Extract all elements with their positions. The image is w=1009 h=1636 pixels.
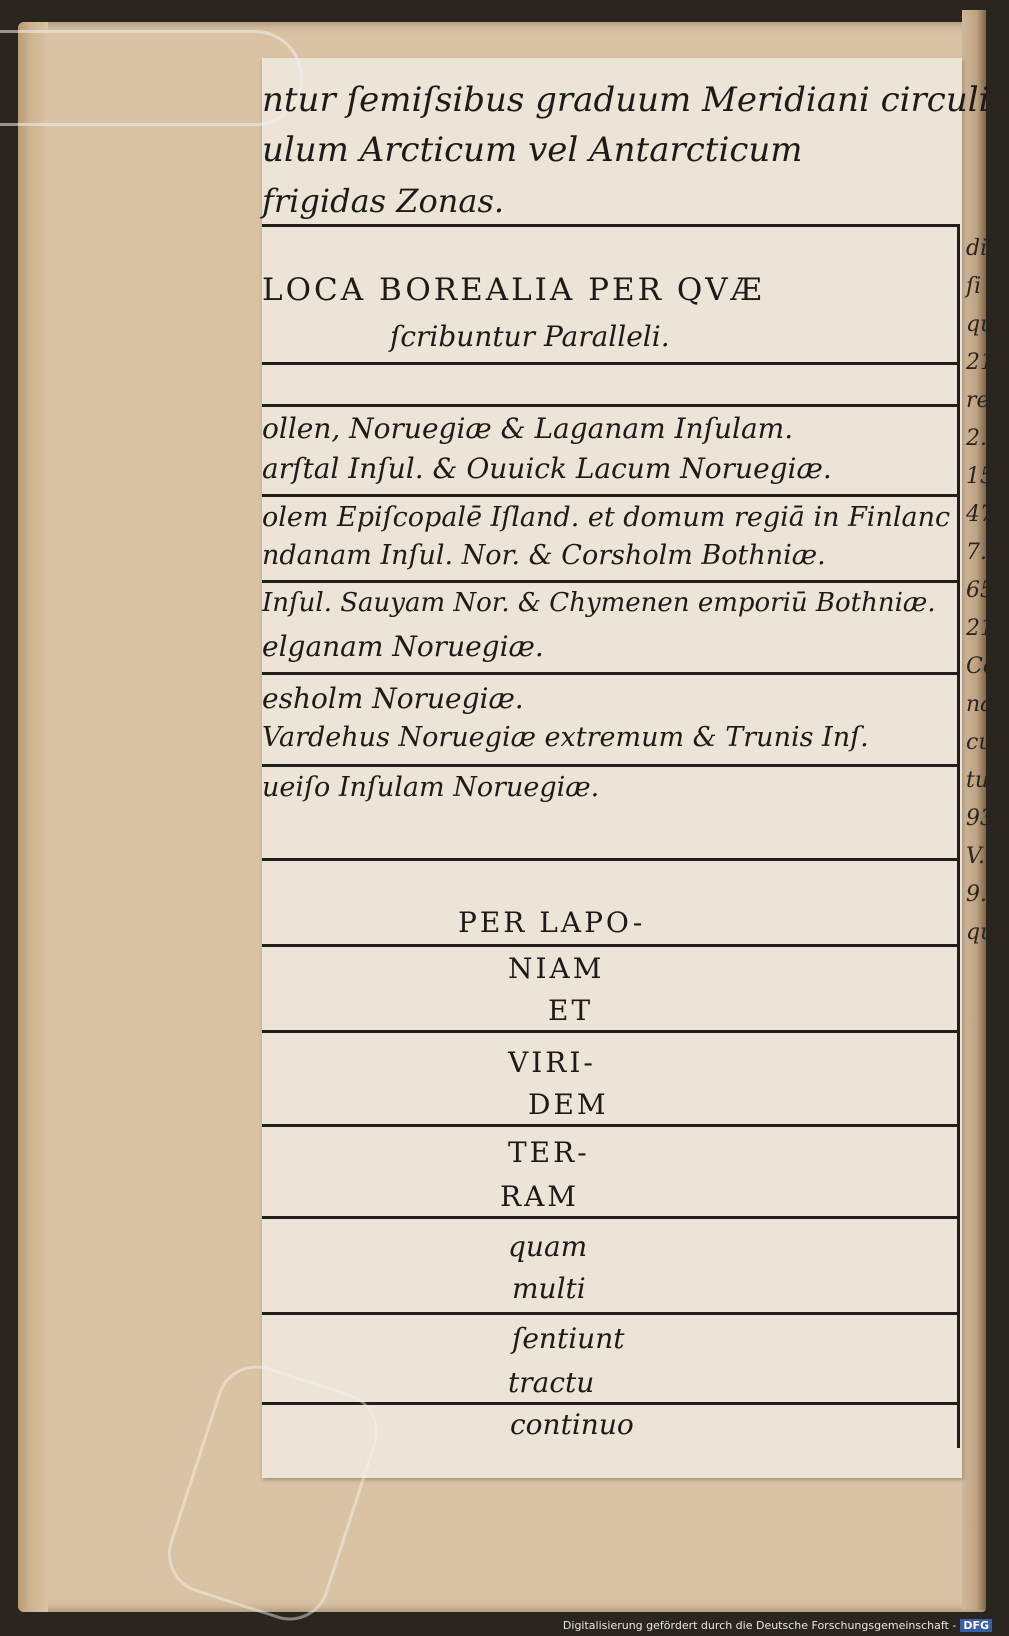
margin-fragment: cu [966,730,993,755]
lower-word: tractu [508,1366,595,1399]
table-rule [262,1312,960,1315]
margin-fragment: 47 [966,502,994,527]
table-rule [262,1124,960,1127]
page-edge-left [18,22,48,1612]
margin-fragment: 9. T [966,882,1009,907]
table-rule [262,1216,960,1219]
lower-word: RAM [500,1180,579,1213]
entry: ueiſo Inſulam Noruegiæ. [262,772,600,803]
dfg-logo: DFG [960,1619,992,1632]
table-rule [262,1030,960,1033]
margin-fragment: na [966,692,994,717]
header-line: ulum Arcticum vel Antarcticum [262,130,803,170]
table-right-border [957,226,960,1448]
lower-title: PER LAPO- [458,906,646,939]
lower-word: ET [548,994,594,1027]
entry: ndanam Inſul. Nor. & Corsholm Bothniæ. [262,540,826,571]
lower-word: VIRI- [508,1046,596,1079]
credit-text: Digitalisierung gefördert durch die Deutsche Forschungsgemeinschaft - [562,1619,957,1632]
margin-fragment: di [966,236,988,261]
table-rule [262,764,960,767]
lower-word: ſentiunt [512,1322,625,1355]
table-subtitle: ſcribuntur Paralleli. [390,320,670,353]
margin-fragment: re [966,388,990,413]
margin-fragment: 21. [966,350,1001,375]
margin-fragment: 65 [966,578,994,603]
margin-fragment: ſi [966,274,982,299]
lower-word: TER- [508,1136,590,1169]
margin-fragment: qua [966,920,1008,945]
table-rule [262,858,960,861]
margin-fragment: 7. [966,540,987,565]
lower-word: continuo [510,1408,634,1441]
margin-fragment: 21. [966,616,1001,641]
margin-fragment: 93. [966,806,1001,831]
digitization-credit [563,1619,992,1632]
right-margin-text [966,230,1009,952]
margin-fragment: tur. [966,768,1005,793]
lower-word: DEM [528,1088,609,1121]
margin-fragment: qu [966,312,995,337]
lower-word: NIAM [508,952,605,985]
pasted-slip [262,58,962,1478]
table-rule [262,494,960,497]
table-rule [262,362,960,365]
margin-fragment: V. T [966,844,1007,869]
lower-word: multi [512,1272,586,1305]
table-rule [262,672,960,675]
entry: Vardehus Noruegiæ extremum & Trunis Inſ. [262,722,869,753]
entry: esholm Noruegiæ. [262,682,524,715]
header-line: frigidas Zonas. [262,182,505,220]
entry: ollen, Noruegiæ & Laganam Inſulam. [262,412,794,445]
table-title: LOCA BOREALIA PER QVÆ [262,272,765,308]
paper-clip-top [0,30,303,126]
entry: arſtal Inſul. & Ouuick Lacum Noruegiæ. [262,452,832,485]
margin-fragment: 15 [966,464,994,489]
table-rule [262,404,960,407]
lower-word: quam [508,1230,588,1263]
entry: Inſul. Sauyam Nor. & Chymenen emporiū Bothniæ. [262,588,936,618]
margin-fragment: 2. [966,426,987,451]
table-rule [262,944,960,947]
entry: olem Epiſcopalē Iſland. et domum regiā in Finlanc [262,502,951,533]
table-rule [262,580,960,583]
table-rule [262,224,960,227]
entry: elganam Noruegiæ. [262,630,544,663]
margin-fragment: Co [966,654,997,679]
header-line: ntur ſemiſsibus graduum Meridiani circuli [262,80,990,120]
